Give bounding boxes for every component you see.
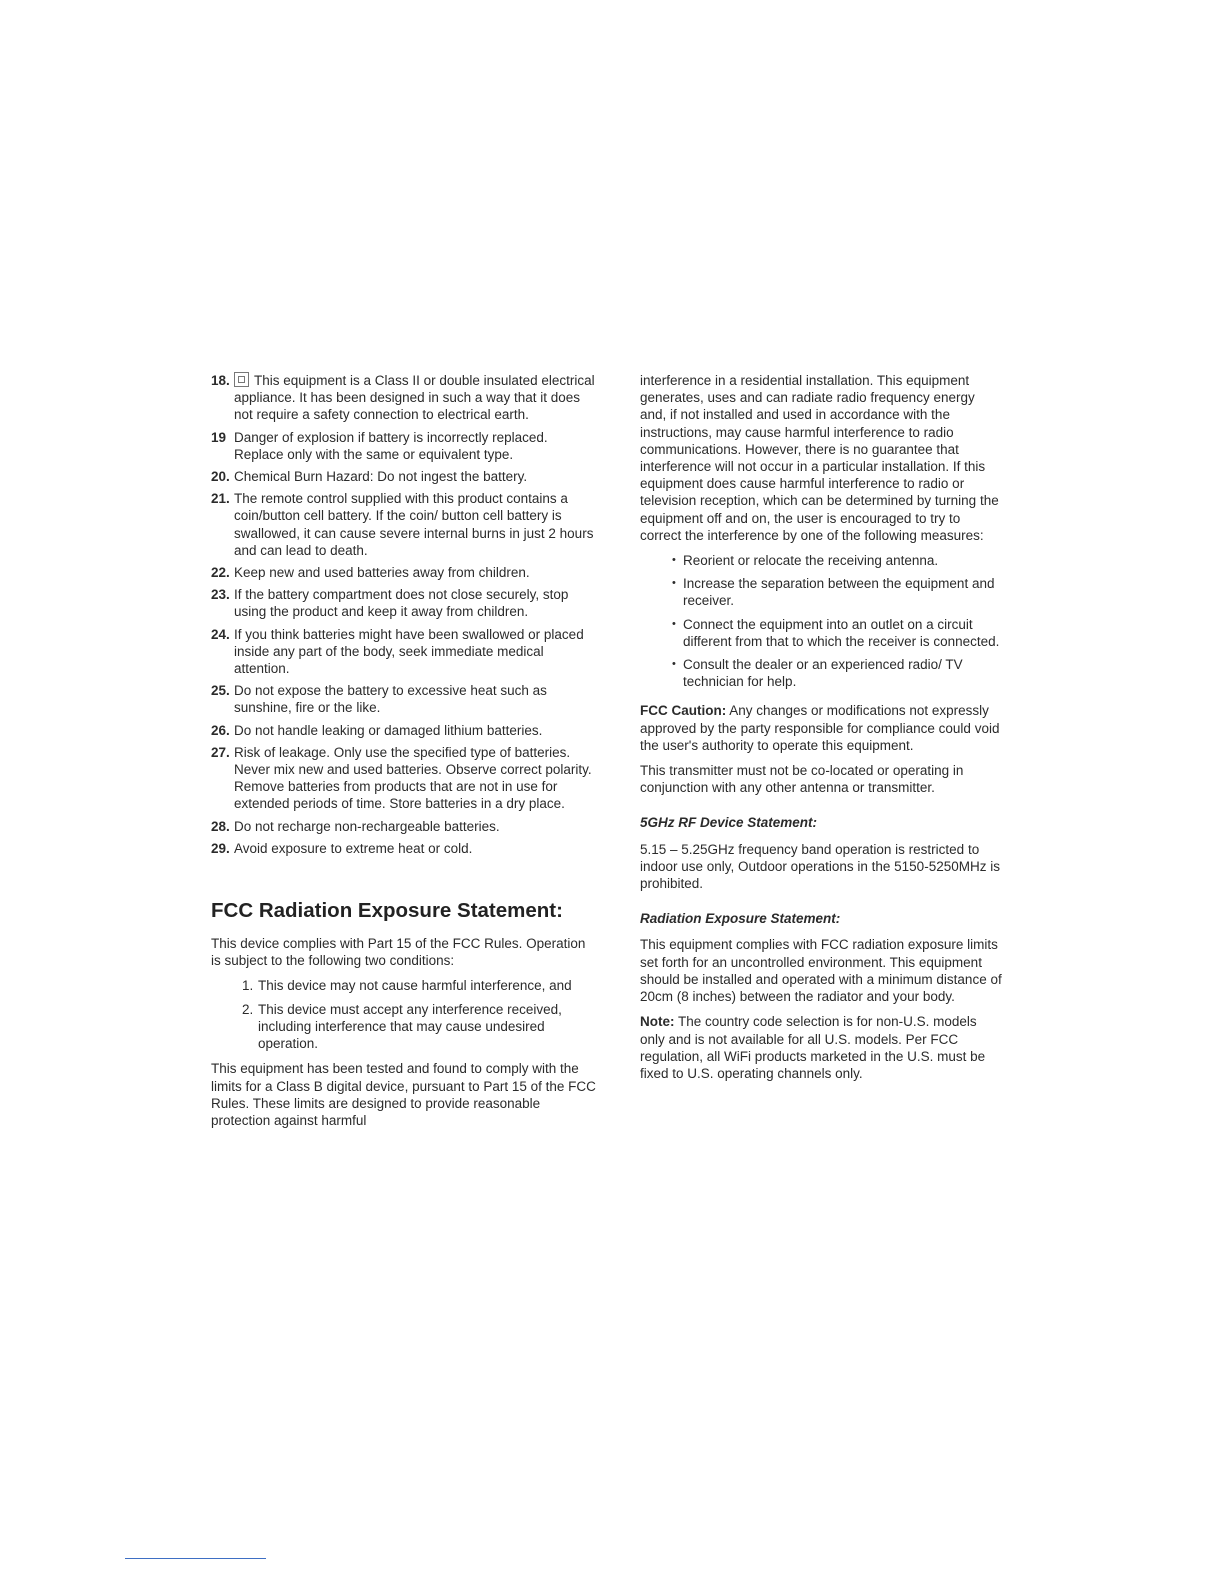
list-item: 27. Risk of leakage. Only use the specified type of batteries. Never mix new and used batteries. Observe correct polarity. Remove batteries from products that are not in use for extended periods of time. Store batteries in a dry place. <box>211 744 592 812</box>
list-item: 24. If you think batteries might have been swallowed or placed inside any part of the body, seek immediate medical attention. <box>211 626 584 677</box>
list-item: 19 Danger of explosion if battery is incorrectly replaced. Replace only with the same or equivalent type. <box>211 429 548 462</box>
left-column <box>211 372 596 1137</box>
bottom-rule <box>125 1558 266 1559</box>
list-item: 1. This device may not cause harmful interference, and <box>242 978 572 994</box>
right-column <box>640 372 1002 1090</box>
list-item: 20. Chemical Burn Hazard: Do not ingest the battery. <box>211 469 528 485</box>
fcc-caution-label: FCC Caution: <box>640 703 727 719</box>
list-item: 2. This device must accept any interference received, including interference that may cause undesired operation. <box>242 1001 562 1052</box>
fcc-tested-paragraph: This equipment has been tested and found to comply with the limits for a Class B digital device, pursuant to Part 15 of the FCC Rules. These limits are designed to provide reasonable protection against harmful <box>211 1061 596 1128</box>
list-item: 28. Do not recharge non-rechargeable batteries. <box>211 818 500 834</box>
class-2-double-insulation-icon <box>234 372 249 387</box>
fcc-caution-paragraph: FCC Caution: Any changes or modifications not expressly approved by the party responsible for compliance could void the user's authority to operate this equipment. <box>640 703 1000 753</box>
transmitter-paragraph: This transmitter must not be co-located or operating in conjunction with any other antenna or transmitter. <box>640 763 964 796</box>
fcc-conditions-list <box>211 977 596 1052</box>
interference-measures-list <box>640 552 1002 690</box>
safety-instructions-list <box>211 372 596 857</box>
fcc-intro-paragraph: This device complies with Part 15 of the FCC Rules. Operation is subject to the following two conditions: <box>211 936 586 969</box>
radiation-exposure-paragraph: This equipment complies with FCC radiation exposure limits set forth for an uncontrolled environment. This equipment should be installed and operated with a minimum distance of 20cm (8 inches) between the radiator and your body. <box>640 937 1002 1005</box>
note-paragraph: Note: The country code selection is for non-U.S. models only and is not available for all U.S. models. Per FCC regulation, all WiFi products marketed in the U.S. must be fixed to U.S. operating channels only. <box>640 1014 986 1081</box>
fcc-radiation-heading: FCC Radiation Exposure Statement: <box>211 899 563 923</box>
list-item: 18. This equipment is a Class II or double insulated electrical appliance. It has been designed in such a way that it does not require a safety connection to electrical earth. <box>211 373 595 423</box>
list-item: 21. The remote control supplied with this product contains a coin/button cell battery. If the coin/ button cell battery is swallowed, it can cause severe internal burns in just 2 hours and can lead to death. <box>211 491 594 558</box>
list-item: • Reorient or relocate the receiving antenna. <box>640 552 1002 569</box>
fcc-tested-paragraph-continued: interference in a residential installation. This equipment generates, uses and can radiate radio frequency energy and, if not installed and used in accordance with the instructions, may cause harmful interference to radio communications. However, there is no guarantee that interference will not occur in a particular installation. If this equipment does cause harmful interference to radio or television reception, which can be determined by turning the equipment off and on, the user is encouraged to try to correct the interference by one of the following measures: <box>640 373 999 543</box>
5ghz-statement-heading: 5GHz RF Device Statement: <box>640 815 818 831</box>
list-item: 25. Do not expose the battery to excessive heat such as sunshine, fire or the like. <box>211 683 547 716</box>
note-label: Note: <box>640 1014 675 1030</box>
list-item: 23. If the battery compartment does not close securely, stop using the product and keep it away from children. <box>211 587 569 620</box>
list-item: 26. Do not handle leaking or damaged lithium batteries. <box>211 722 543 738</box>
5ghz-statement-paragraph: 5.15 – 5.25GHz frequency band operation is restricted to indoor use only, Outdoor operations in the 5150-5250MHz is prohibited. <box>640 841 1000 892</box>
radiation-exposure-heading: Radiation Exposure Statement: <box>640 911 841 927</box>
list-item: • Consult the dealer or an experienced radio/ TV technician for help. <box>640 656 1002 690</box>
list-item: • Connect the equipment into an outlet on a circuit different from that to which the receiver is connected. <box>640 616 1002 650</box>
list-item: 29. Avoid exposure to extreme heat or cold. <box>211 840 473 856</box>
list-item: 22. Keep new and used batteries away from children. <box>211 565 530 581</box>
list-item: • Increase the separation between the equipment and receiver. <box>640 575 1002 609</box>
